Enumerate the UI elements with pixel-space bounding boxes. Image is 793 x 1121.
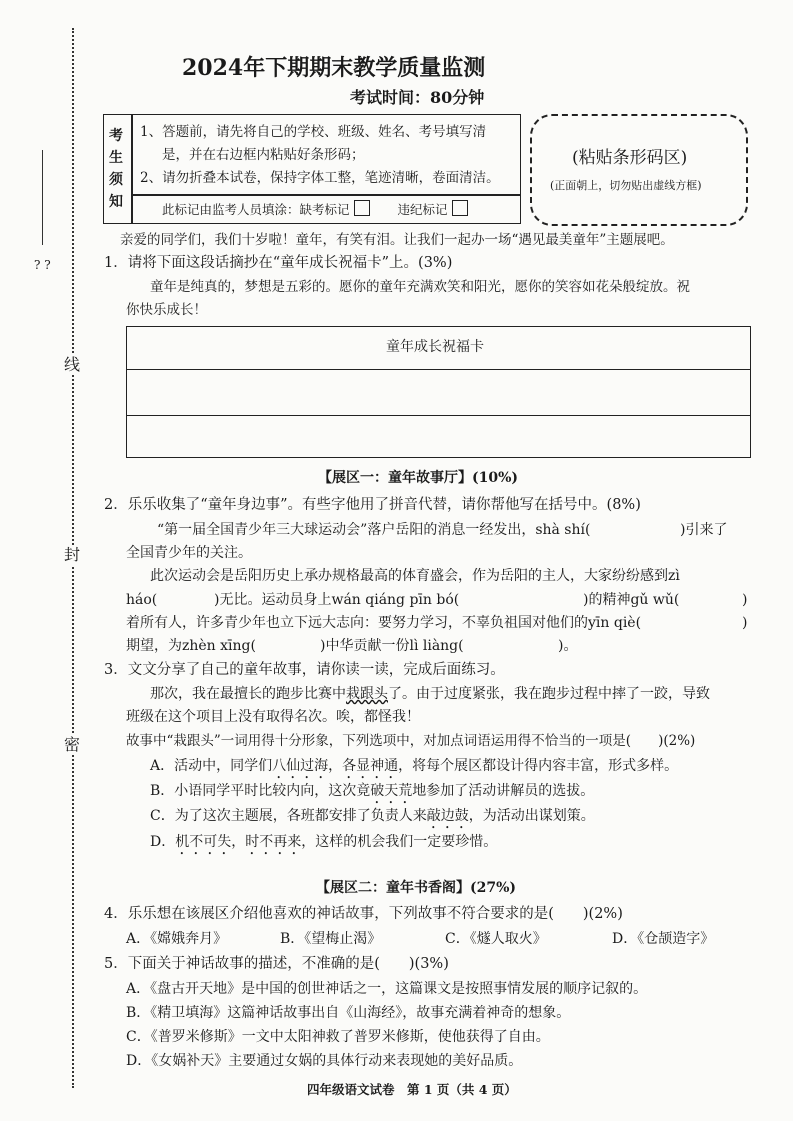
answer-blank-shashi[interactable] <box>632 520 678 540</box>
notice-line-3: 2、请勿折叠本试卷，保持字体工整，笔迹清晰，卷面清洁。 <box>140 170 500 186</box>
answer-blank-yinqie[interactable] <box>680 613 740 633</box>
opt-b-dotted: 破天荒 <box>370 783 413 799</box>
opt-c-pre: C．为了这次主题展，各班都安排了负责人来 <box>150 808 427 824</box>
barcode-title: (粘贴条形码区) <box>572 148 688 168</box>
card-write-row-2[interactable] <box>127 416 749 456</box>
invigilator-mark-row <box>162 200 472 220</box>
q2-line-1a: “第一届全国青少年三大球运动会”落户岳阳的消息一经发出，shà shí( <box>157 522 591 538</box>
opt-b-pre: B．小语同学平时比较内向，这次竟 <box>150 783 371 799</box>
q1-text-2: 你快乐成长！ <box>126 302 207 318</box>
page-footer: 四年级语文试卷 第 1 页（共 4 页） <box>307 1082 517 1097</box>
opt-b-post: 地参加了活动讲解员的选拔。 <box>412 783 595 799</box>
answer-blank-liliang[interactable] <box>490 636 556 656</box>
q5-option-d[interactable]: D．《女娲补天》主要通过女娲的具体行动来表现她的美好品质。 <box>126 1053 523 1069</box>
barcode-note: (正面朝上，切勿贴出虚线方框) <box>550 179 702 192</box>
q2-line-4a: háo( <box>126 592 158 608</box>
notice-divider-h <box>131 194 521 196</box>
notice-label-3: 须 <box>109 172 123 188</box>
absent-label: 此标记由监考人员填涂：缺考标记 <box>162 202 350 217</box>
answer-blank-wanqiang[interactable] <box>470 590 580 610</box>
side-feng: 封 <box>60 545 84 565</box>
notice-line-2: 是，并在右边框内粘贴好条形码； <box>162 147 365 163</box>
opt-a-dotted: 八仙过海，各显神通 <box>272 758 399 774</box>
q2-line-6b: )中华贡献一份lì liàng( <box>320 638 464 654</box>
card-write-row-1[interactable] <box>127 370 749 414</box>
section2-heading: 【展区二：童年书香阁】(27%) <box>316 880 517 896</box>
q3-option-b[interactable] <box>150 781 594 807</box>
side-mi: 密 <box>60 735 84 755</box>
answer-blank-zhenxing[interactable] <box>262 636 318 656</box>
side-mark: ? ? <box>34 258 51 272</box>
opt-d-pre: D． <box>150 834 176 850</box>
opt-a-pre: A．活动中，同学们 <box>150 758 273 774</box>
barcode-area <box>530 114 748 226</box>
story-text-a: 那次，我在最擅长的跑步比赛中 <box>150 686 346 702</box>
q4-option-b[interactable]: B．《望梅止渴》 <box>280 931 382 947</box>
section1-heading: 【展区一：童年故事厅】(10%) <box>318 470 519 486</box>
answer-blank-guwu[interactable] <box>686 590 740 610</box>
q2-line-3: 此次运动会是岳阳历史上承办规格最高的体育盛会，作为岳阳的主人，大家纷纷感到zì <box>150 568 680 584</box>
story-text-c: 了。由于过度紧张，我在跑步过程中摔了一跤，导致 <box>388 686 710 702</box>
story-keyword: 栽跟头 <box>346 686 388 702</box>
q3-option-a[interactable] <box>150 756 678 782</box>
notice-label-1: 考 <box>109 128 123 144</box>
q2-line-2: 全国青少年的关注。 <box>126 545 252 561</box>
notice-line-1: 1、答题前，请先将自己的学校、班级、姓名、考号填写清 <box>140 124 487 140</box>
q3-story-1 <box>150 684 710 704</box>
side-xian: 线 <box>60 355 84 375</box>
q3-option-d[interactable] <box>150 832 497 858</box>
exam-time: 考试时间：80分钟 <box>350 88 485 107</box>
q2-line-5a: 着所有人，许多青少年也立下远大志向：要努力学习，不辜负祖国对他们的yīn qiè( <box>126 615 642 631</box>
opt-d-post: ，这样的机会我们一定要珍惜。 <box>301 834 498 850</box>
q5-option-c[interactable]: C．《普罗米修斯》一文中太阳神救了普罗米修斯，使他获得了自由。 <box>126 1029 550 1045</box>
q2-line-6a: 期望，为zhèn xīng( <box>126 638 256 654</box>
q5-option-a[interactable]: A．《盘古开天地》是中国的创世神话之一，这篇课文是按照事情发展的顺序记叙的。 <box>126 981 648 997</box>
q3-story-2: 班级在这个项目上没有取得名次。唉，都怪我！ <box>126 709 420 725</box>
answer-blank-zihao[interactable] <box>160 590 212 610</box>
q4-stem: 4．乐乐想在该展区介绍他喜欢的神话故事，下列故事不符合要求的是( )(2%) <box>104 906 623 922</box>
q2-stem: 2．乐乐收集了“童年身边事”。有些字他用了拼音代替，请你帮他写在括号中。(8%) <box>104 497 641 513</box>
q2-line-5b: ) <box>742 615 748 631</box>
q4-option-c[interactable]: C．《燧人取火》 <box>445 931 547 947</box>
q2-line-4d: ) <box>742 592 748 608</box>
intro-text: 亲爱的同学们，我们十岁啦！童年，有笑有泪。让我们一起办一场“遇见最美童年”主题展吧。 <box>120 232 674 248</box>
side-short-line <box>42 150 43 245</box>
opt-c-dotted: 敲边鼓 <box>426 808 469 824</box>
q1-text-1: 童年是纯真的，梦想是五彩的。愿你的童年充满欢笑和阳光，愿你的笑容如花朵般绽放。祝 <box>150 279 690 295</box>
q2-line-6c: )。 <box>558 638 578 654</box>
q5-stem: 5．下面关于神话故事的描述，不准确的是( )(3%) <box>104 956 449 972</box>
opt-a-post: ，将每个展区都设计得内容丰富，形式多样。 <box>398 758 679 774</box>
card-title: 童年成长祝福卡 <box>386 339 484 355</box>
q5-option-b[interactable]: B．《精卫填海》这篇神话故事出自《山海经》，故事充满着神奇的想象。 <box>126 1005 571 1021</box>
q4-option-d[interactable]: D．《仓颉造字》 <box>612 931 715 947</box>
notice-label-4: 知 <box>109 194 123 210</box>
q1-stem: 1．请将下面这段话摘抄在“童年成长祝福卡”上。(3%) <box>104 255 453 271</box>
absent-checkbox[interactable] <box>354 200 370 216</box>
notice-label-2: 生 <box>109 150 123 166</box>
opt-c-post: ，为活动出谋划策。 <box>468 808 595 824</box>
q3-option-c[interactable] <box>150 806 595 832</box>
opt-d-dotted: 机不可失，时不再来 <box>175 834 302 850</box>
q2-line-4c: )的精神gǔ wǔ( <box>583 592 680 608</box>
q3-stem: 3．文文分享了自己的童年故事，请你读一读，完成后面练习。 <box>104 662 505 678</box>
notice-divider-v <box>131 114 133 224</box>
q2-line-4b: )无比。运动员身上wán qiáng pīn bó( <box>214 592 460 608</box>
violation-label: 违纪标记 <box>397 202 448 217</box>
violation-checkbox[interactable] <box>452 200 468 216</box>
q3-sub-question: 故事中“栽跟头”一词用得十分形象，下列选项中，对加点词语运用得不恰当的一项是( )(2%) <box>126 733 696 749</box>
q4-option-a[interactable]: A．《嫦娥奔月》 <box>126 931 228 947</box>
page-title: 2024年下期期末教学质量监测 <box>182 55 486 81</box>
q2-line-1b: )引来了 <box>680 522 728 538</box>
